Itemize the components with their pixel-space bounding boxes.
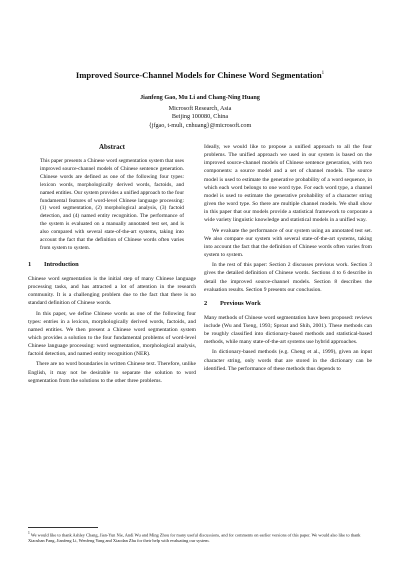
abstract-heading: Abstract [98, 143, 126, 151]
author-block [60, 94, 340, 130]
section-number: 1 [28, 260, 32, 268]
section-heading-introduction [28, 261, 196, 269]
emails: {jfgao, t-muli, cnhuang}@microsoft.com [148, 121, 252, 129]
author-names: Jianfeng Gao, Mu Li and Chang-Ning Huang [140, 94, 260, 101]
paragraph: Ideally, we would like to propose a unified approach to all the four problems. The unified approach we used in our system is based on the improved source-channel models of Chinese sentence generation, with two components: a source model and a set of channel models. The source model is used to estimate the generative probability of a word sequence, in which each word belongs to one word type. For each word type, a channel model is used to estimate the generative probability of a character string given the word type. So there are multiple channel models. We shall show in this paper that our models provide a statistical framework to corporate a wide variety linguistic knowledge and statistical models in a unified way. [204, 144, 372, 224]
title-text: Improved Source-Channel Models for Chinese Word Segmentation [75, 69, 322, 80]
section-heading-previous-work [204, 300, 372, 308]
footnote-mark: 1 [28, 531, 30, 535]
section-number: 2 [204, 299, 208, 307]
affiliation: Microsoft Research, Asia [168, 104, 232, 112]
paper-title [20, 68, 380, 81]
paragraph: Many methods of Chinese word segmentation have been proposed: reviews include (Wu and Tseng, 1993; Sproat and Shih, 2001). These methods can be roughly classified into dictionary-based methods and statistical-based methods, while many state-of-the-art systems use hybrid approaches. [204, 314, 372, 346]
right-column [204, 143, 372, 375]
paragraph: In dictionary-based methods (e.g. Cheng et al., 1999), given an input character string, only words that are stored in the dictionary can be identified. The performance of these methods thus depends to [204, 349, 372, 372]
footnote-text: We would like to thank Ashley Chang, Jian-Yun Nie, Andi Wu and Ming Zhou for many useful discussions, and for comments on earlier versions of this paper. We would also like to thank Xiaoshan Fang, Jianfeng Li, Wenfeng Yang and Xiaodan Zhu for their help with evaluating our system. [28, 532, 361, 544]
address: Beijing 100080, China [171, 113, 229, 121]
section-title: Introduction [44, 260, 79, 268]
paragraph: In this paper, we define Chinese words as one of the following four types: entries in a lexicon, morphologically derived words, factoids, and named entities. We then present a Chinese word segmentation system which provides a solution to the four fundamental problems of word-level Chinese language processing: word segmentation, morphological analysis, factoid detection, and named entity recognition (NER). [28, 310, 196, 358]
paragraph: Chinese word segmentation is the initial step of many Chinese language processing tasks, and has attracted a lot of attention in the research community. It is a challenging problem due to the fact that there is no standard definition of Chinese words. [28, 275, 196, 307]
left-column [28, 143, 196, 387]
abstract-text: This paper presents a Chinese word segmentation system that uses improved source-channel models of Chinese sentence generation. Chinese words are defined as one of the following four types: lexicon words, morphologically derived words, factoids, and named entities. Our system provides a unified approach to the four fundamental features of word-level Chinese language processing: (1) word segmentation, (2) morphological analysis, (3) factoid detection, and (4) named entity recognition. The performance of the system is evaluated on a manually annotated test set, and is also compared with several state-of-the-art systems, taking into account the fact that the definition of Chinese words often varies from system to system. [40, 158, 184, 251]
paragraph: There are no word boundaries in written Chinese text. Therefore, unlike English, it may not be desirable to separate the solution to word segmentation from the solutions to the other three problems. [28, 361, 196, 384]
paragraph: We evaluate the performance of our system using an annotated test set. We also compare our system with several state-of-the-art systems, taking into account the fact that the definition of Chinese words often varies from system to system. [204, 227, 372, 259]
title-footnote-mark: 1 [321, 71, 325, 76]
footnote [28, 530, 372, 544]
paragraph: In the rest of this paper: Section 2 discusses previous work. Section 3 gives the detailed definition of Chinese words. Sections 4 to 6 describe in detail the improved source-channel models. Section 8 describes the evaluation results. Section 9 presents our conclusion. [204, 262, 372, 293]
section-title: Previous Work [220, 299, 261, 307]
footnote-divider [28, 527, 98, 528]
